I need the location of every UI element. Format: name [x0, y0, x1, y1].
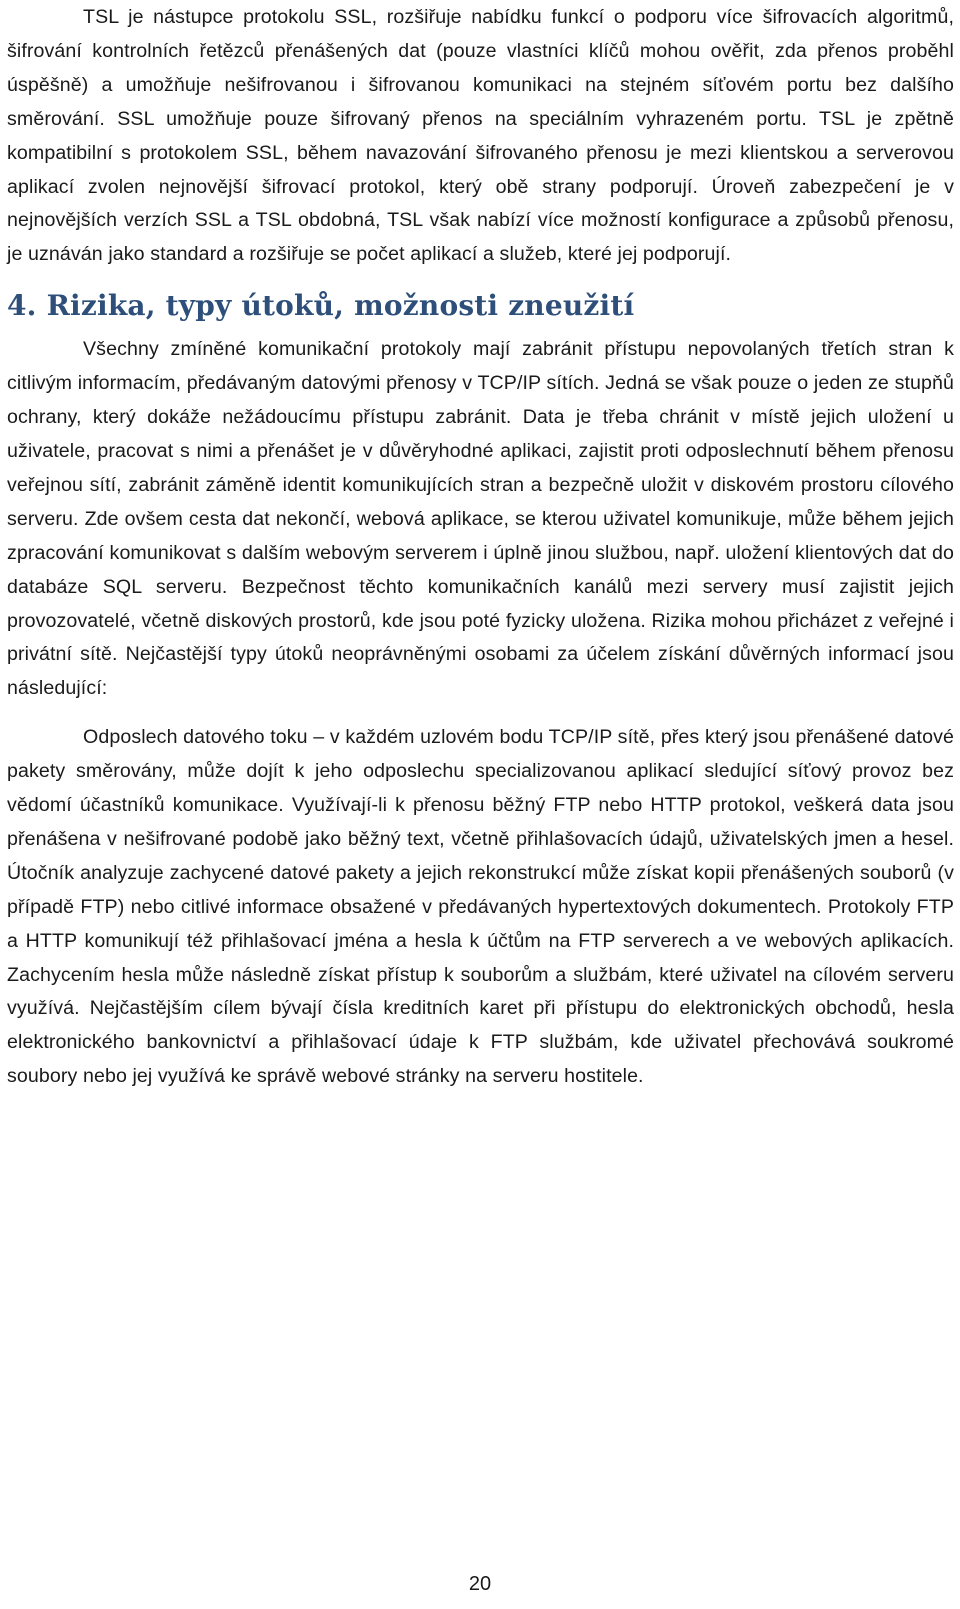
paragraph-tsl-ssl: TSL je nástupce protokolu SSL, rozšiřuje nabídku funkcí o podporu více šifrovacích algoritmů, šifrování kontrolních řetězců přenášených dat (pouze vlastníci klíčů mohou ověřit, zda přenos proběhl úspěšně) a umožňuje nešifrovanou i šifrovanou komunikaci na stejném síťovém portu bez dalšího směrování. SSL umožňuje pouze šifrovaný přenos na speciálním vyhrazeném portu. TSL je zpětně kompatibilní s protokolem SSL, během navazování šifrovaného přenosu je mezi klientskou a serverovou aplikací zvolen nejnovější šifrovací protokol, který obě strany podporují. Úroveň zabezpečení je v nejnovějších verzích SSL a TSL obdobná, TSL však nabízí více možností konfigurace a způsobů přenosu, je uznáván jako standard a rozšiřuje se počet aplikací a služeb, které jej podporují. — [7, 6, 954, 266]
section-heading: 4. Rizika, typy útoků, možnosti zneužití — [7, 289, 635, 323]
paragraph-communication-protocols: Všechny zmíněné komunikační protokoly mají zabránit přístupu nepovolaných třetích stran k citlivým informacím, předávaným datovými přenosy v TCP/IP sítích. Jedná se však pouze o jeden ze stupňů ochrany, který dokáže nežádoucímu přístupu zabránit. Data je třeba chránit v místě jejich uložení u uživatele, pracovat s nimi a přenášet je v důvěryhodné aplikaci, zajistit proti odposlechnutí během přenosu veřejnou sítí, zabránit záměně identit komunikujících stran a bezpečně uložit v diskovém prostoru cílového serveru. Zde ovšem cesta dat nekončí, webová aplikace, se kterou uživatel komunikuje, může během jejich zpracování komunikovat s dalším webovým serverem i úplně jinou službou, např. uložení klientových dat do databáze SQL serveru. Bezpečnost těchto komunikačních kanálů mezi servery musí zajistit jejich provozovatelé, včetně diskových prostorů, kde jsou poté fyzicky uložena. Rizika mohou přicházet z veřejné i privátní sítě. Nejčastější typy útoků neoprávněnými osobami za účelem získání důvěrných informací jsou následující: — [7, 338, 954, 700]
paragraph-eavesdropping: Odposlech datového toku – v každém uzlovém bodu TCP/IP sítě, přes který jsou přenášené datové pakety směrovány, může dojít k jeho odposlechu specializovanou aplikací sledující síťový provoz bez vědomí účastníků komunikace. Využívají-li k přenosu běžný FTP nebo HTTP protokol, veškerá data jsou přenášena v nešifrované podobě jako běžný text, včetně přihlašovacích údajů, uživatelských jmen a hesel. Útočník analyzuje zachycené datové pakety a jejich rekonstrukcí může získat kopii přenášených souborů (v případě FTP) nebo citlivé informace obsažené v předávaných hypertextových dokumentech. Protokoly FTP a HTTP komunikují též přihlašovací jména a hesla k účtům na FTP serverech a ve webových aplikacích. Zachycením hesla může následně získat přístup k souborům a službám, které uživatel na cílovém serveru využívá. Nejčastějším cílem bývají čísla kreditních karet při přístupu do elektronických obchodů, hesla elektronického bankovnictví a přihlašovací údaje k FTP službám, kde uživatel přechovává soukromé soubory nebo jej využívá ke správě webové stránky na serveru hostitele. — [7, 726, 954, 1088]
document-page — [7, 0, 954, 1094]
page-number: 20 — [468, 1573, 492, 1595]
